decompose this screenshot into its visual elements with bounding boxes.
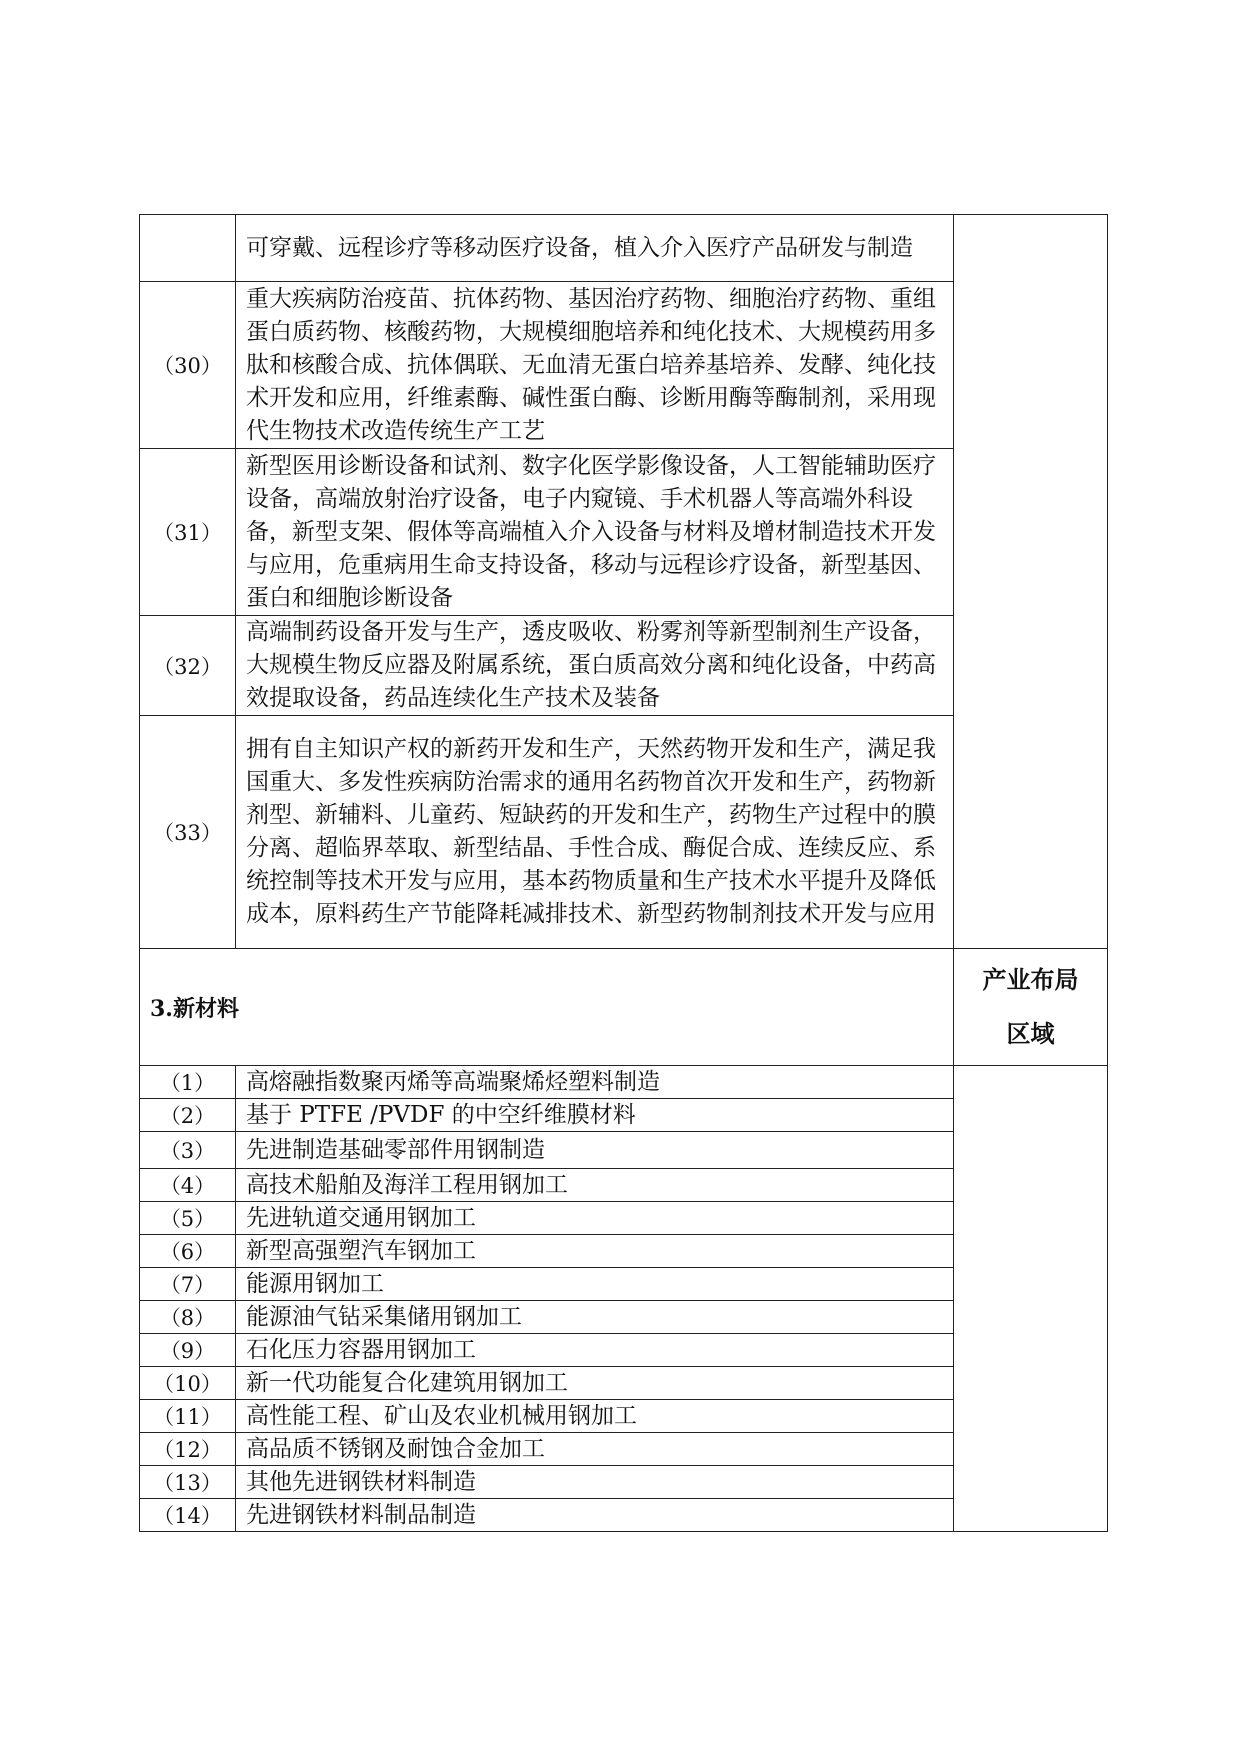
item-description: 可穿戴、远程诊疗等移动医疗设备，植入介入医疗产品研发与制造 [236,215,954,282]
item-number [140,215,236,282]
item-number: （8） [140,1301,236,1334]
item-description: 高技术船舶及海洋工程用钢加工 [236,1169,954,1202]
item-description: 拥有自主知识产权的新药开发和生产，天然药物开发和生产，满足我国重大、多发性疾病防治需求的通用名药物首次开发和生产，药物新剂型、新辅料、儿童药、短缺药的开发和生产，药物生产过程中的膜分离、超临界萃取、新型结晶、手性合成、酶促合成、连续反应、系统控制等技术开发与应用，基本药物质量和生产技术水平提升及降低成本，原料药生产节能降耗减排技术、新型药物制剂技术开发与应用 [236,716,954,949]
item-description: 高熔融指数聚丙烯等高端聚烯烃塑料制造 [236,1066,954,1099]
item-number: （33） [140,716,236,949]
item-number: （5） [140,1202,236,1235]
item-number: （30） [140,282,236,449]
item-number: （2） [140,1099,236,1132]
item-number: （1） [140,1066,236,1099]
table-row [140,215,1108,282]
item-description: 新型医用诊断设备和试剂、数字化医学影像设备，人工智能辅助医疗设备，高端放射治疗设备，电子内窥镜、手术机器人等高端外科设备，新型支架、假体等高端植入介入设备与材料及增材制造技术开发与应用，危重病用生命支持设备，移动与远程诊疗设备，新型基因、蛋白和细胞诊断设备 [236,449,954,616]
item-number: （31） [140,449,236,616]
item-description: 先进钢铁材料制品制造 [236,1499,954,1532]
item-description: 新一代功能复合化建筑用钢加工 [236,1367,954,1400]
item-number: （14） [140,1499,236,1532]
region-header-line: 产业布局 [982,965,1079,994]
region-header-line: 区域 [1006,1019,1055,1048]
item-number: （32） [140,616,236,716]
industry-table [139,214,1108,1532]
item-description: 新型高强塑汽车钢加工 [236,1235,954,1268]
item-number: （9） [140,1334,236,1367]
item-description: 基于 PTFE /PVDF 的中空纤维膜材料 [236,1099,954,1132]
item-number: （4） [140,1169,236,1202]
item-number: （3） [140,1132,236,1169]
item-description: 能源用钢加工 [236,1268,954,1301]
table-row [140,1066,1108,1099]
item-number: （10） [140,1367,236,1400]
item-description: 其他先进钢铁材料制造 [236,1466,954,1499]
region-header [954,949,1108,1066]
section-title: 3.新材料 [140,949,954,1066]
item-number: （12） [140,1433,236,1466]
item-description: 高端制药设备开发与生产，透皮吸收、粉雾剂等新型制剂生产设备，大规模生物反应器及附属系统，蛋白质高效分离和纯化设备，中药高效提取设备，药品连续化生产技术及装备 [236,616,954,716]
item-description: 先进制造基础零部件用钢制造 [236,1132,954,1169]
item-number: （6） [140,1235,236,1268]
section-header-row [140,949,1108,1066]
item-description: 重大疾病防治疫苗、抗体药物、基因治疗药物、细胞治疗药物、重组蛋白质药物、核酸药物，大规模细胞培养和纯化技术、大规模药用多肽和核酸合成、抗体偶联、无血清无蛋白培养基培养、发酵、纯化技术开发和应用，纤维素酶、碱性蛋白酶、诊断用酶等酶制剂，采用现代生物技术改造传统生产工艺 [236,282,954,449]
item-description: 高性能工程、矿山及农业机械用钢加工 [236,1400,954,1433]
item-number: （11） [140,1400,236,1433]
region-cell [954,1066,1108,1532]
item-number: （7） [140,1268,236,1301]
item-description: 先进轨道交通用钢加工 [236,1202,954,1235]
item-description: 能源油气钻采集储用钢加工 [236,1301,954,1334]
item-description: 石化压力容器用钢加工 [236,1334,954,1367]
region-cell [954,215,1108,949]
item-number: （13） [140,1466,236,1499]
item-description: 高品质不锈钢及耐蚀合金加工 [236,1433,954,1466]
